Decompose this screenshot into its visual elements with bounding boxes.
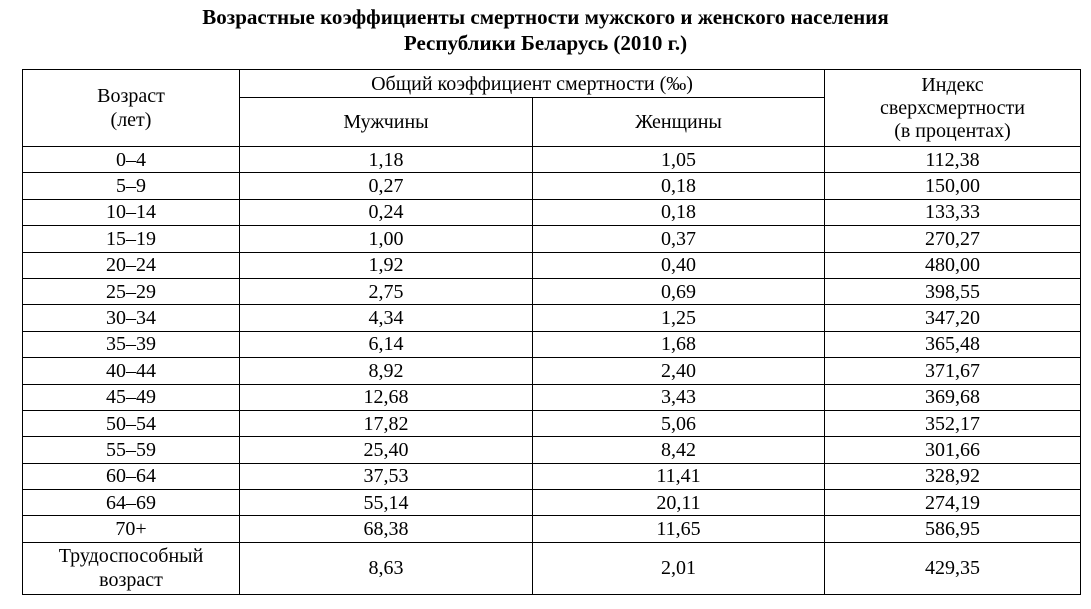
men-cell: 8,63 <box>240 542 533 594</box>
table-row <box>23 463 1081 489</box>
women-cell: 0,37 <box>533 226 825 252</box>
women-cell: 2,40 <box>533 358 825 384</box>
age-cell: 5–9 <box>23 173 240 199</box>
working-age-row <box>23 542 1081 594</box>
table-row <box>23 331 1081 357</box>
women-cell: 1,68 <box>533 331 825 357</box>
men-cell: 1,92 <box>240 252 533 278</box>
index-cell: 274,19 <box>825 490 1081 516</box>
men-cell: 37,53 <box>240 463 533 489</box>
index-cell: 429,35 <box>825 542 1081 594</box>
working-age-label-line-1: Трудоспособный <box>58 545 204 568</box>
table-row <box>23 490 1081 516</box>
age-cell: 20–24 <box>23 252 240 278</box>
women-cell: 5,06 <box>533 410 825 436</box>
index-header-line-3: (в процентах) <box>894 119 1011 142</box>
age-cell: 0–4 <box>23 147 240 173</box>
index-cell: 365,48 <box>825 331 1081 357</box>
table-row <box>23 358 1081 384</box>
index-cell: 328,92 <box>825 463 1081 489</box>
index-cell: 133,33 <box>825 199 1081 225</box>
men-cell: 1,00 <box>240 226 533 252</box>
men-cell: 17,82 <box>240 410 533 436</box>
index-cell: 270,27 <box>825 226 1081 252</box>
age-header-line-1: Возраст <box>97 85 165 107</box>
index-cell: 586,95 <box>825 516 1081 542</box>
men-cell: 6,14 <box>240 331 533 357</box>
index-cell: 369,68 <box>825 384 1081 410</box>
men-cell: 0,24 <box>240 199 533 225</box>
women-cell: 0,18 <box>533 173 825 199</box>
title-line-2: Республики Беларусь (2010 г.) <box>403 31 688 55</box>
men-cell: 4,34 <box>240 305 533 331</box>
women-cell: 1,25 <box>533 305 825 331</box>
index-cell: 371,67 <box>825 358 1081 384</box>
age-cell: 55–59 <box>23 437 240 463</box>
table-row <box>23 410 1081 436</box>
men-cell: 2,75 <box>240 278 533 304</box>
mortality-table <box>22 69 1081 595</box>
men-header: Мужчины <box>240 98 533 147</box>
title-line-1: Возрастные коэффициенты смертности мужского и женского населения <box>202 5 889 29</box>
table-row <box>23 173 1081 199</box>
mortality-group-header: Общий коэффициент смертности (‰) <box>240 70 825 98</box>
index-cell: 150,00 <box>825 173 1081 199</box>
index-cell: 352,17 <box>825 410 1081 436</box>
age-header-line-2: (лет) <box>110 109 152 131</box>
women-cell: 11,65 <box>533 516 825 542</box>
age-cell: 60–64 <box>23 463 240 489</box>
age-cell: 10–14 <box>23 199 240 225</box>
index-header-line-2: сверхсмертности <box>880 96 1025 119</box>
age-cell: 50–54 <box>23 410 240 436</box>
index-cell: 112,38 <box>825 147 1081 173</box>
women-cell: 0,18 <box>533 199 825 225</box>
age-cell: 30–34 <box>23 305 240 331</box>
age-cell: 45–49 <box>23 384 240 410</box>
table-row <box>23 252 1081 278</box>
table-row <box>23 305 1081 331</box>
age-cell: 25–29 <box>23 278 240 304</box>
table-row <box>23 226 1081 252</box>
age-cell: 40–44 <box>23 358 240 384</box>
index-cell: 301,66 <box>825 437 1081 463</box>
women-cell: 2,01 <box>533 542 825 594</box>
women-header: Женщины <box>533 98 825 147</box>
table-row <box>23 437 1081 463</box>
table-row <box>23 147 1081 173</box>
men-cell: 55,14 <box>240 490 533 516</box>
table-row <box>23 199 1081 225</box>
women-cell: 20,11 <box>533 490 825 516</box>
men-cell: 68,38 <box>240 516 533 542</box>
women-cell: 0,69 <box>533 278 825 304</box>
index-cell: 398,55 <box>825 278 1081 304</box>
index-header <box>825 70 1081 147</box>
women-cell: 3,43 <box>533 384 825 410</box>
index-cell: 347,20 <box>825 305 1081 331</box>
index-cell: 480,00 <box>825 252 1081 278</box>
age-cell: 64–69 <box>23 490 240 516</box>
men-cell: 0,27 <box>240 173 533 199</box>
men-cell: 8,92 <box>240 358 533 384</box>
age-cell: 15–19 <box>23 226 240 252</box>
women-cell: 1,05 <box>533 147 825 173</box>
women-cell: 11,41 <box>533 463 825 489</box>
header-row-1 <box>23 70 1081 98</box>
age-cell: 35–39 <box>23 331 240 357</box>
table-row <box>23 516 1081 542</box>
age-header <box>23 70 240 147</box>
age-cell: 70+ <box>23 516 240 542</box>
women-cell: 8,42 <box>533 437 825 463</box>
men-cell: 25,40 <box>240 437 533 463</box>
men-cell: 1,18 <box>240 147 533 173</box>
document-title <box>0 4 1091 56</box>
men-cell: 12,68 <box>240 384 533 410</box>
working-age-label <box>23 542 240 594</box>
table-row <box>23 278 1081 304</box>
working-age-label-line-2: возраст <box>99 569 163 592</box>
women-cell: 0,40 <box>533 252 825 278</box>
table-row <box>23 384 1081 410</box>
index-header-line-1: Индекс <box>921 73 984 96</box>
